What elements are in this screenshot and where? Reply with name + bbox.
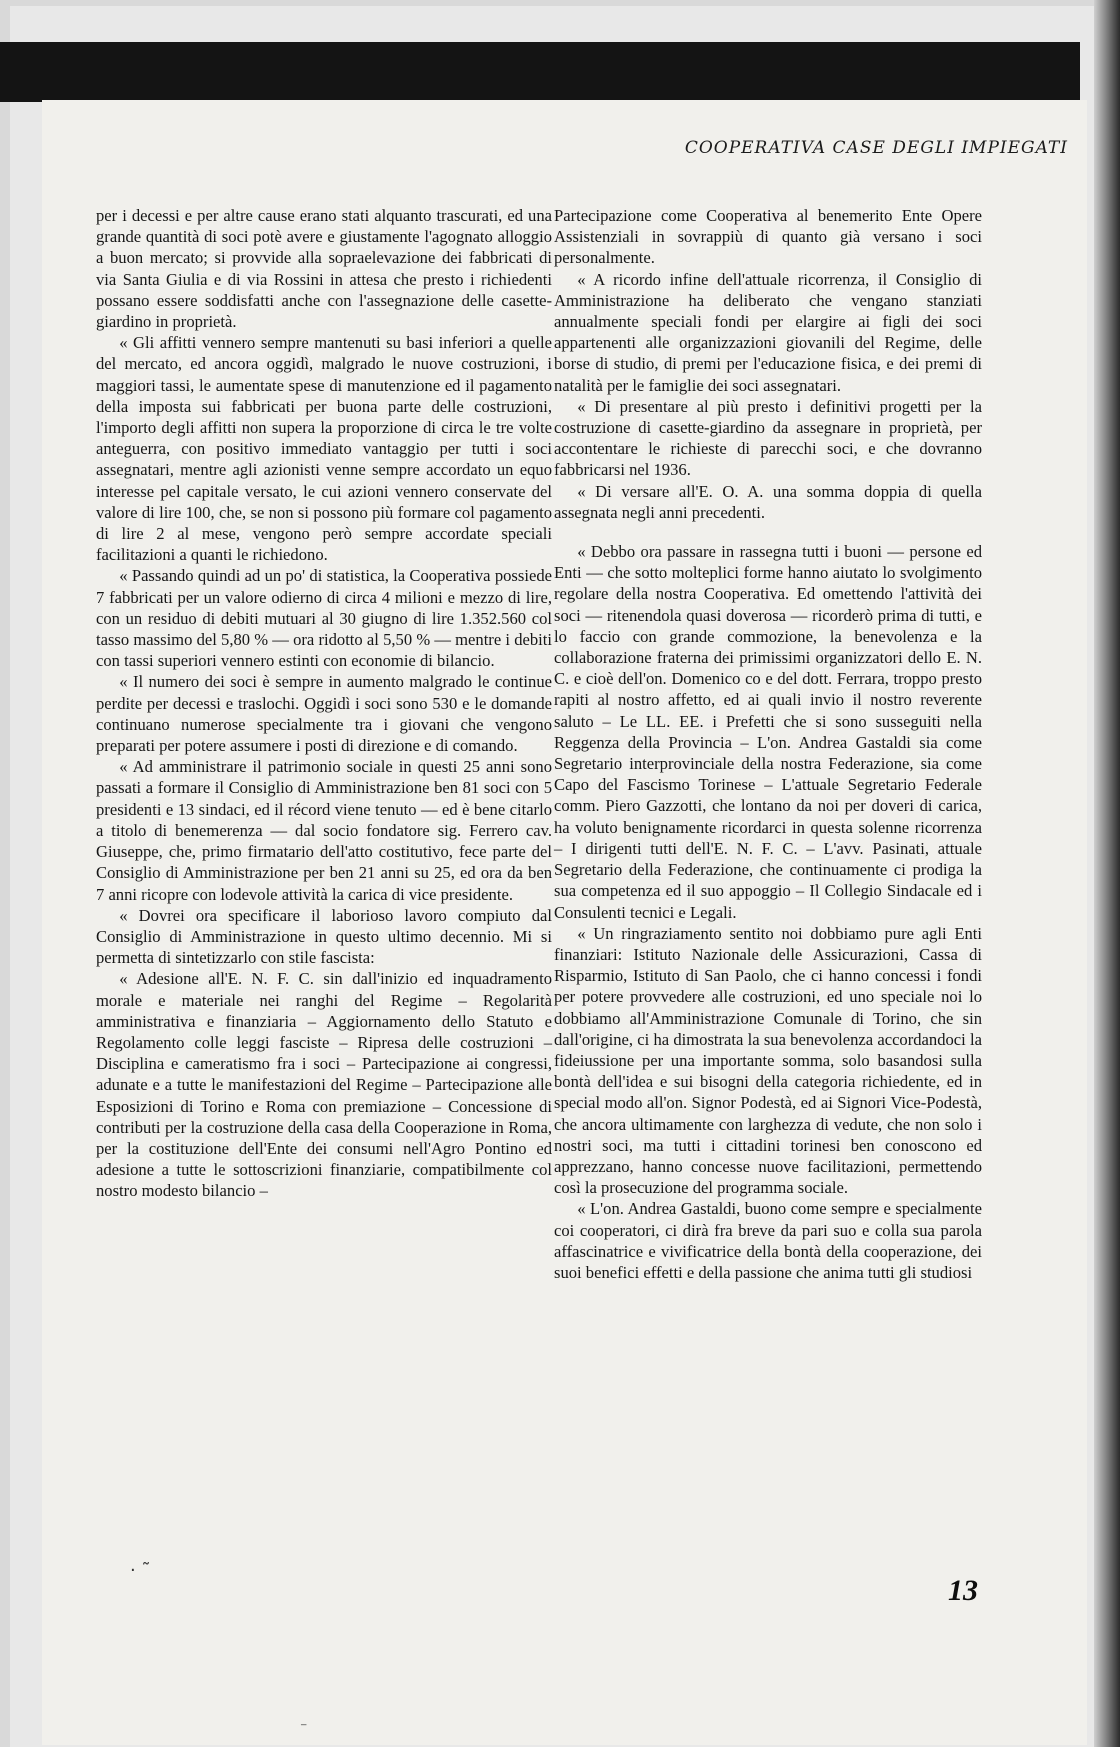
left-column	[96, 205, 552, 1202]
right-paragraph-2: « A ricordo infine dell'attuale ricorrenza, il Consiglio di Amministrazione ha deliberato che vengano stanziati annualmente speciali fondi per elargire ai figli dei soci appartenenti alle organizzazioni giovanili del Regime, delle borse di studio, di premi per l'educazione fisica, e dei premi di natalità per le famiglie dei soci assegnatari.	[554, 269, 982, 395]
running-title: COOPERATIVA CASE DEGLI IMPIEGATI	[684, 138, 1068, 158]
right-paragraph-5: « Debbo ora passare in rassegna tutti i buoni — persone ed Enti — che sotto molteplici forme hanno aiutato lo svolgimento regolare della nostra Cooperativa. Ed omettendo l'attività dei soci — ritenendola quasi doverosa — ricorderò prima di tutti, e lo faccio con grande commozione, la benevolenza e la collaborazione fraterna dei primissimi organizzatori dello E. N. C. e cioè dell'on. Domenico co e del dott. Ferrara, troppo presto rapiti al nostro affetto, ed ai quali invio il nostro reverente saluto – Le LL. EE. i Prefetti che si sono susseguiti nella Reggenza della Provincia – L'on. Andrea Gastaldi sia come Segretario interprovinciale della nostra Federazione, sia come Capo del Fascismo Torinese – L'attuale Segretario Federale comm. Piero Gazzotti, che lontano da noi per doveri di carica, ha voluto benignamente ricordarci in questa solenne ricorrenza – I dirigenti tutti dell'E. N. F. C. – L'avv. Pasinati, attuale Segretario della Federazione, che continuamente ci prodiga la sua competenza ed il suo appoggio – Il Collegio Sindacale ed i Consulenti tecnici e Legali.	[554, 542, 982, 922]
right-paragraph-4: « Di versare all'E. O. A. una somma doppia di quella assegnata negli anni precedenti.	[554, 481, 982, 522]
scan-right-edge-shadow	[1094, 0, 1120, 1747]
right-paragraph-6: « Un ringraziamento sentito noi dobbiamo pure agli Enti finanziari: Istituto Nazionale delle Assicurazioni, Cassa di Risparmio, Istituto di San Paolo, che ci hanno concessi i fondi per potere provvedere alle costruzioni, ed uno speciale noi lo dobbiamo all'Amministrazione Comunale di Torino, che sin dall'origine, ci ha dimostrata la sua benevolenza accordandoci la fideiussione per una importante somma, solo basandosi sulla bontà dell'idea e sui bisogni della categoria richiedente, ed in special modo all'on. Signor Podestà, ed ai Signori Vice-Podestà, che ancora ultimamente con larghezza di vedute, che non solo i nostri soci, ma tutti i cittadini torinesi ben conoscono ed apprezzano, hanno concesse nuove facilitazioni, permettendo così la prosecuzione del programma sociale.	[554, 923, 982, 1198]
right-column	[554, 205, 982, 1283]
right-paragraph-7: « L'on. Andrea Gastaldi, buono come sempre e specialmente coi cooperatori, ci dirà fra breve da pari suo e colla sua parola affascinatrice e vivificatrice della bontà della cooperazione, dei suoi benefici effetti e della passione che anima tutti gli studiosi	[554, 1199, 982, 1282]
scan-speck-mark-2: ⁻	[300, 1720, 308, 1736]
left-paragraph-2: « Gli affitti vennero sempre mantenuti su basi inferiori a quelle del mercato, ed ancora oggidì, malgrado le nuove costruzioni, i maggiori tassi, le aumentate spese di manutenzione ed il pagamento della imposta sui fabbricati per buona parte delle costruzioni, l'importo degli affitti non supera la proporzione di circa le tre volte anteguerra, con positivo immediato vantaggio per tutti i soci assegnatari, mentre agli azionisti venne sempre accordato un equo interesse pel capitale versato, le cui azioni vennero conservate del valore di lire 100, che, se non si possono più formare col pagamento di lire 2 al mese, vengono però sempre accordate speciali facilitazioni a quanti le richiedono.	[96, 333, 552, 565]
left-paragraph-4: « Il numero dei soci è sempre in aumento malgrado le continue perdite per decessi e traslochi. Oggidì i soci sono 530 e le domande continuano numerose specialmente tra i giovani che vengono preparati per potere assumere i posti di direzione e di comando.	[96, 672, 552, 756]
right-paragraph-1: Partecipazione come Cooperativa al benemerito Ente Opere Assistenziali in sovrappiù di quanto già versano i soci personalmente.	[554, 206, 982, 268]
right-paragraph-3: « Di presentare al più presto i definitivi progetti per la costruzione di casette-giardino da assegnare in proprietà, per accontentare le richieste di parecchi soci, e che dovranno fabbricarsi nel 1936.	[554, 396, 982, 480]
page-number: 13	[948, 1574, 978, 1607]
scan-speck-mark: · ˜	[130, 1560, 151, 1581]
left-paragraph-7: « Adesione all'E. N. F. C. sin dall'inizio ed inquadramento morale e materiale nei ranghi del Regime – Regolarità amministrativa e finanziaria – Aggiornamento dello Statuto e Regolamento colle leggi fasciste – Ripresa delle costruzioni – Disciplina e cameratismo fra i soci – Partecipazione ai congressi, adunate e a tutte le manifestazioni del Regime – Partecipazione alle Esposizioni di Torino e Roma con premiazione – Concessione di contributi per la costruzione della casa della Cooperazione in Roma, per la costituzione dell'Ente dei consumi nell'Agro Pontino ed adesione a tutte le sottoscrizioni finanziarie, compatibilmente col nostro modesto bilancio –	[96, 969, 552, 1201]
left-paragraph-5: « Ad amministrare il patrimonio sociale in questi 25 anni sono passati a formare il Consiglio di Amministrazione ben 81 soci con 5 presidenti e 13 sindaci, ed il récord viene tenuto — ed è bene citarlo a titolo di benemerenza — dal socio fondatore sig. Ferrero cav. Giuseppe, che, primo firmatario dell'atto costitutivo, fece parte del Consiglio di Amministrazione per ben 21 anni su 25, ed ora da ben 7 anni ricopre con lodevole attività la carica di vice presidente.	[96, 757, 552, 904]
left-paragraph-3: « Passando quindi ad un po' di statistica, la Cooperativa possiede 7 fabbricati per un valore odierno di circa 4 milioni e mezzo di lire, con un residuo di debiti mutuari al 30 giugno di lire 1.352.560 col tasso massimo del 5,80 % — ora ridotto al 5,50 % — mentre i debiti con tassi superiori vennero estinti con economie di bilancio.	[96, 566, 552, 671]
left-paragraph-6: « Dovrei ora specificare il laborioso lavoro compiuto dal Consiglio di Amministrazione in questo ultimo decennio. Mi si permetta di sintetizzarlo con stile fascista:	[96, 905, 552, 968]
scan-dark-band	[0, 42, 1080, 102]
left-paragraph-1: per i decessi e per altre cause erano stati alquanto trascurati, ed una grande quantità di soci potè avere e giustamente l'agognato alloggio a buon mercato; si provvide alla sopraelevazione dei fabbricati di via Santa Giulia e di via Rossini in attesa che presto i richiedenti possano essere soddisfatti anche con l'assegnazione delle casette-giardino in proprietà.	[96, 206, 552, 332]
